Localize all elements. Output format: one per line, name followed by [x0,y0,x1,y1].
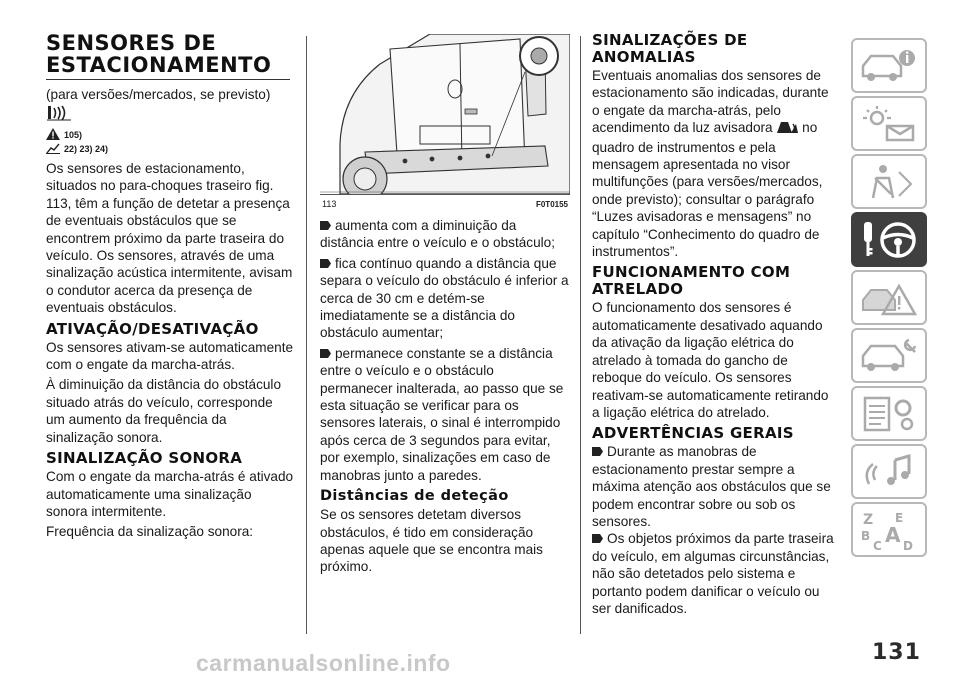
detection-paragraph: Se os sensores detetam diversos obstáculos, é tido em consideração apenas aquele que se encontra mais próximo. [320,507,543,575]
figure-number: 113 [322,199,337,209]
page-title: SENSORES DE ESTACIONAMENTO [46,31,272,77]
tab-multimedia[interactable] [851,444,927,499]
title-rule [46,79,290,80]
car-info-icon [859,46,919,86]
bullet-icon [320,217,331,226]
steering-wheel-key-icon [858,218,920,262]
warning-refs: 105) [64,130,83,140]
warning-item: Durante as manobras de estacionamento prestar sempre a máxima atenção aos obstáculos que se podem encontrar sobre ou sob os sensores. [592,444,831,529]
emergency-car-icon [859,278,919,318]
bullet-item: fica contínuo quando a distância que separa o veículo do obstáculo é inferior a cerca de 30 cm e detém-se imediatamente se a distância do obstáculo aumentar; [320,255,569,341]
svg-text:Z: Z [863,511,874,528]
warning-triangle-icon [46,128,60,142]
bullet-icon [320,255,331,264]
sound-paragraph-1: Com o engate da marcha-atrás é ativado automaticamente uma sinalização sonora intermitente. [46,469,294,519]
activation-paragraph-1: Os sensores ativam-se automaticamente com o engate da marcha-atrás. [46,339,294,373]
tab-vehicle-info[interactable] [851,38,927,93]
pdc-symbol-icon [46,105,294,126]
warning-ref-row [46,128,294,142]
trailer-paragraph: O funcionamento dos sensores é automaticamente desativado aquando da ativação da ligação elétrica do atrelado à tomada do gancho de reboque do veículo. Os sensores reativam-se automaticamente retirando a ligação elétrica do atrelado. [592,300,829,420]
sound-paragraph-2: Frequência da sinalização sonora: [46,524,254,540]
page-number: 131 [872,640,921,665]
heading-anomalies: SINALIZAÇÕES DE ANOMALIAS [592,31,748,66]
caution-refs: 22) 23) 24) [64,144,109,154]
svg-text:B: B [861,528,871,543]
column-divider [580,36,581,634]
specs-gear-icon [859,394,919,434]
svg-text:A: A [885,522,901,547]
figure-code: F0T0155 [535,200,568,209]
van-rear-illustration [320,34,570,194]
anomalies-paragraph: Eventuais anomalias dos sensores de estacionamento são indicadas, durante o engate da marcha-atrás, pelo acendimento da luz avisadora no quadro de instrumentos e pela mensagem apresentada no visor multifunções (para versões/mercados, onde previsto); consultar o parágrafo “Luzes avisadoras e mensagens” no capítulo “Conhecimento do quadro de instrumentos”. [592,68,829,260]
car-wrench-icon [859,336,919,376]
figure-113 [320,34,570,209]
warning-item: Os objetos próximos da parte traseira do veículo, em algumas circunstâncias, não são detetados pelo sistema e portanto podem danificar o veículo ou ser danificados. [592,531,834,616]
column-middle [320,34,570,579]
alphabet-index-icon [859,508,919,552]
activation-paragraph-2: À diminuição da distância do obstáculo situado atrás do veículo, corresponde um aumento da frequência da sinalização sonora. [46,377,282,445]
bullet-icon [592,530,603,539]
column-right [592,32,838,620]
chapter-tab-sidebar [851,38,927,560]
bullet-icon [592,443,603,452]
tab-maintenance[interactable] [851,328,927,383]
tab-instruments[interactable] [851,96,927,151]
heading-sound-signal: SINALIZAÇÃO SONORA [46,449,243,468]
figure-caption [320,194,570,209]
svg-text:E: E [895,510,904,525]
tab-safety[interactable] [851,154,927,209]
bullet-item: permanece constante se a distância entre o veículo e o obstáculo permanecer inalterada, ao passo que se esta situação se verificar para os sensores laterais, o sinal é interrompido após cerca de 3 segundos para evitar, por exemplo, sinalizações em caso de manobras junto a paredes. [320,345,564,483]
heading-activation: ATIVAÇÃO/DESATIVAÇÃO [46,319,259,338]
watermark: carmanualsonline.info [196,650,451,676]
caution-ref-row [46,142,294,156]
heading-detection-distances: Distâncias de deteção [320,488,509,505]
tab-starting-driving[interactable] [851,212,927,267]
parking-sensor-warning-icon [776,120,798,138]
seatbelt-icon [859,162,919,202]
bullet-icon [320,345,331,354]
lights-messages-icon [859,104,919,144]
tab-index[interactable] [851,502,927,557]
svg-text:C: C [873,538,882,552]
column-divider [306,36,307,634]
tab-technical-data[interactable] [851,386,927,441]
heading-general-warnings: ADVERTÊNCIAS GERAIS [592,424,794,443]
tab-emergency[interactable] [851,270,927,325]
column-left [46,32,294,544]
svg-text:D: D [903,538,913,552]
multimedia-icon [859,452,919,492]
intro-paragraph: Os sensores de estacionamento, situados no para-choques traseiro fig. 113, têm a função de detetar a presença de eventuais obstáculos que se encontrem próximo da parte traseira do veículo. Os sensores, através de uma sinalização acústica intermitente, avisam o condutor acerca da presença de eventuais obstáculos. [46,161,293,316]
bullet-item: aumenta com a diminuição da distância entre o veículo e o obstáculo; [320,218,556,251]
subtitle: (para versões/mercados, se previsto) [46,87,271,102]
heading-trailer: FUNCIONAMENTO COM ATRELADO [592,263,791,299]
caution-icon [46,142,60,156]
